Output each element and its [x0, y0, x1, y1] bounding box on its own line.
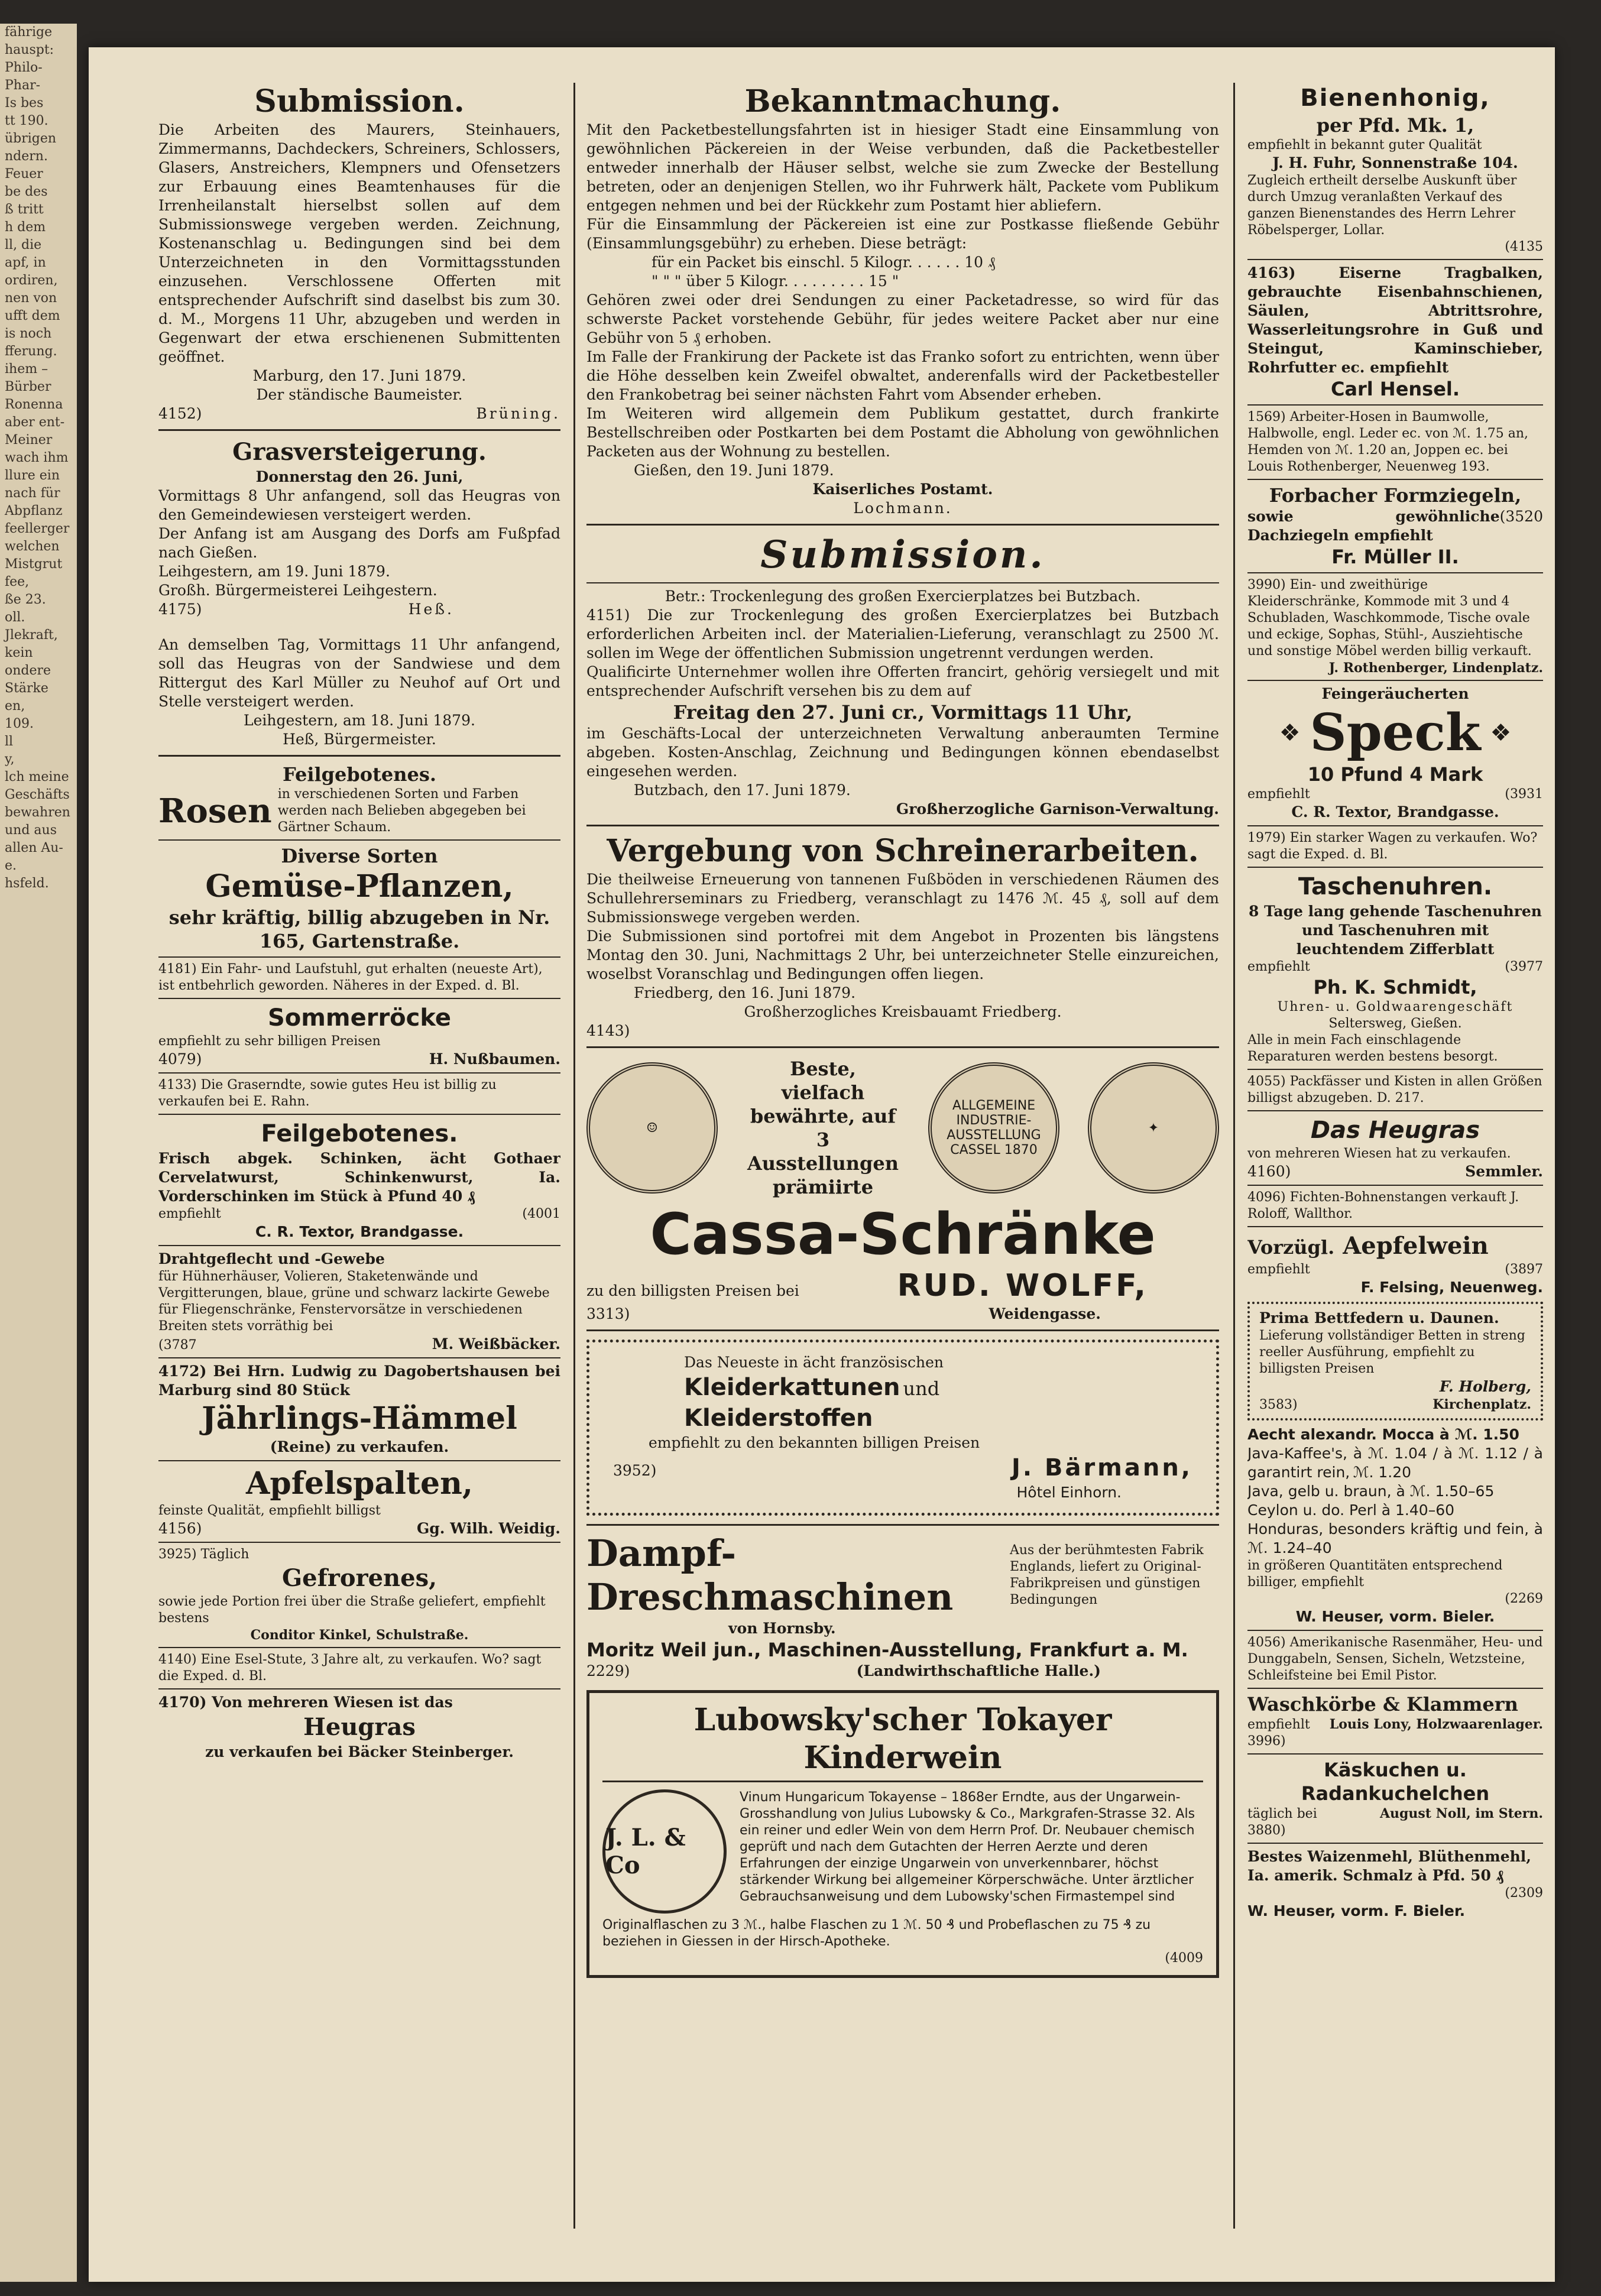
ad-name: Gg. Wilh. Weidig. — [416, 1520, 560, 1537]
ad-text: Im Weiteren wird allgemein dem Publikum gestattet, durch frankirte Bestellschreiben oder Postkarten bei dem Postamt die Abholung von gewöhnlichen Packeten aus der Wohnung zu bestellen. — [586, 405, 1219, 460]
ad-text: Java-Kaffee's, garantirt rein, — [1247, 1445, 1350, 1481]
ad-date: Donnerstag den 26. Juni, — [255, 468, 464, 485]
ad-price: à ℳ. 1.04 / à ℳ. 1.12 / à ℳ. 1.20 — [1353, 1445, 1543, 1481]
ad-name: J. Rothenberger, Lindenplatz. — [1328, 660, 1543, 676]
ad-text: Für die Einsammlung der Päckereien ist eine zur Postkasse fließende Gebühr (Einsammlungsgebühr) zu erheben. Diese beträgt: — [586, 216, 1219, 252]
ad-title: Drahtgeflecht und -Gewebe — [158, 1250, 385, 1267]
ad-text: Die theilweise Erneuerung von tannenen Fußböden in verschiedenen Räumen des Schullehrerseminars zu Friedberg, veranschlagt zu 1476 ℳ. 45 ₰, soll auf dem Submissionswege vergeben werden. — [586, 871, 1219, 926]
left-strip-line: feellerger — [5, 521, 70, 536]
ad-name: Semmler. — [1465, 1163, 1543, 1180]
ad-title: Dampf-Dreschmaschinen — [586, 1532, 954, 1619]
ad-name: Lochmann. — [853, 500, 952, 517]
ad-text: für Hühnerhäuser, Volieren, Staketenwände und Vergitterungen, blaue, grüne und schwarz lackirte Gewebe für Fliegenschränke, Fenstervorsätze in verschiedenen Breiten stets vorräthig bei — [158, 1269, 550, 1334]
ad-number: 4175) — [158, 601, 202, 618]
section-title: Feilgebotenes. — [261, 1120, 458, 1147]
ad-text: " " " über 5 Kilogr. . . . . . . . . 15 " — [652, 273, 899, 290]
ad-number: (3897 — [1505, 1262, 1543, 1277]
column-left — [158, 83, 560, 2235]
ad-title: Jährlings-Hämmel — [202, 1400, 517, 1436]
ad-text: 4170) Von mehreren Wiesen ist das — [158, 1694, 453, 1711]
ad-number: 3925) Täglich — [158, 1547, 249, 1562]
ad-text: 4133) Die Graserndte, sowie gutes Heu ist billig zu verkaufen bei E. Rahn. — [158, 1078, 497, 1109]
ad-text: Mit den Packetbestellungsfahrten ist in hiesiger Stadt eine Einsammlung von gewöhnlichen Päckereien in der Weise verbunden, daß die Packetbesteller entweder innerhalb der Häuser selbst, welche sie zum Zwecke der Bestellung betreten, oder an denjenigen Stellen, wo ihr Fuhrwerk hält, Packete vom Publikum entgegen nehmen und bei der Rückkehr zum Postamt hier abliefern. — [586, 121, 1219, 214]
ad-text: in verschiedenen Sorten und Farben werden nach Belieben abgegeben bei Gärtner Schaum. — [277, 787, 526, 835]
ad-name: Heß. — [408, 601, 454, 618]
left-strip-line: Philo- — [5, 60, 43, 75]
ad-text: Vormittags 8 Uhr anfangend, soll das Heugras von den Gemeindewiesen versteigert werden. — [158, 487, 560, 523]
ad-place: Leihgestern, am 19. Juni 1879. — [158, 563, 390, 580]
left-strip-line: Is bes — [5, 96, 44, 111]
ad-text: 4181) Ein Fahr- und Laufstuhl, gut erhalten (neueste Art), ist entbehrlich geworden. Näheres in der Exped. d. Bl. — [158, 962, 543, 993]
left-strip-line: fährige — [5, 25, 53, 40]
wine-seal-icon: J. L. & Co — [602, 1789, 727, 1914]
ad-text: von mehreren Wiesen hat zu verkaufen. — [1247, 1146, 1511, 1161]
ad-number: (4001 — [522, 1207, 560, 1221]
left-strip-line: Jlekraft, — [5, 628, 58, 643]
left-strip-line: Stärke — [5, 681, 48, 696]
ad-text: zu verkaufen bei Bäcker Steinberger. — [205, 1743, 514, 1760]
ad-signature: Großherzogliche Garnison-Verwaltung. — [896, 800, 1219, 818]
section-title: Feilgebotenes. — [282, 763, 436, 786]
ad-name: J. H. Fuhr, Sonnenstraße 104. — [1272, 154, 1518, 171]
left-strip-line: Phar- — [5, 78, 41, 93]
ad-name: M. Weißbäcker. — [432, 1335, 560, 1353]
ad-text: per Pfd. Mk. 1, — [1316, 114, 1474, 137]
ad-signature: Großherzogliches Kreisbauamt Friedberg. — [744, 1003, 1062, 1020]
ad-title: Apfelspalten, — [245, 1465, 473, 1502]
ad-text: Lieferung vollständiger Betten in streng reeller Ausführung, empfiehlt zu billigsten Preisen — [1259, 1328, 1525, 1376]
ad-date: Marburg, den 17. Juni 1879. — [252, 367, 466, 384]
left-strip-line: Ronenna — [5, 397, 63, 412]
ad-name: W. Heuser, vorm. F. Bieler. — [1247, 1902, 1466, 1919]
ad-text: empfiehlt — [1247, 959, 1310, 974]
left-strip-line: en, — [5, 699, 25, 714]
ad-number: 4156) — [158, 1520, 202, 1537]
ad-number: 4160) — [1247, 1163, 1291, 1180]
ad-box-tokayer — [586, 1690, 1219, 1978]
ad-title: Rosen — [158, 792, 272, 831]
ad-title: Speck — [1310, 703, 1481, 763]
ad-text: feinste Qualität, empfiehlt billigst — [158, 1503, 381, 1518]
medal-allegory-icon: ✦ — [1088, 1062, 1219, 1194]
ad-number: 3996) — [1247, 1734, 1286, 1749]
left-strip-line: nen von — [5, 291, 57, 306]
left-strip-line: Bürber — [5, 380, 51, 394]
ad-number: (2309 — [1505, 1886, 1543, 1901]
ad-number: 4079) — [158, 1050, 202, 1068]
ad-place: Butzbach, den 17. Juni 1879. — [634, 781, 851, 799]
ad-title: Bekanntmachung. — [744, 83, 1061, 119]
ad-text: 4151) Die zur Trockenlegung des großen Exercierplatzes bei Butzbach erforderlichen Arbeiten incl. der Materialien-Lieferung, veranschlagt zu 2500 ℳ. sollen im Wege der öffentlichen Submission ungetrennt verdungen werden. — [586, 607, 1219, 661]
ad-title: Käskuchen u. Radankuchelchen — [1301, 1759, 1490, 1805]
ad-title: Das Heugras — [1310, 1117, 1480, 1144]
ad-title: Aepfelwein — [1343, 1232, 1489, 1260]
ad-text: (Reine) zu verkaufen. — [270, 1438, 449, 1455]
left-strip-line: lch meine — [5, 770, 69, 784]
ad-box-kleider — [586, 1340, 1219, 1516]
ad-title: Kleiderstoffen — [684, 1405, 873, 1432]
left-strip-line: y, — [5, 752, 15, 767]
ad-number: 3583) — [1259, 1397, 1298, 1412]
ad-text: im Geschäfts-Local der unterzeichneten Verwaltung anberaumten Termine abgeben. Kosten-Anschlag, Zeichnung und Bedingungen können ebendaselbst eingesehen werden. — [586, 725, 1219, 780]
ad-text: Die Arbeiten des Maurers, Steinhauers, Zimmermanns, Dachdeckers, Schreiners, Schlossers, Glasers, Anstreichers, Klempners und Ofensetzers zur Erbauung eines Beamtenhauses für die Irrenheilanstalt hierselbst sollen auf dem Submissionswege vergeben werden. Zeichnung, Kostenanschlag u. Bedingungen sind bei dem Unterzeichneten in den Vormittagsstunden einzusehen. Verschlossene Offerten mit entsprechender Aufschrift sind daselbst bis zum 30. d. M., Morgens 11 Uhr, abzugeben und werden in Gegenwart der etwa erschienenen Submittenten geöffnet. — [158, 121, 560, 365]
ad-number: (3520 — [1499, 508, 1543, 525]
ad-text: Ia. amerik. Schmalz à Pfd. 50 ₰ — [1247, 1867, 1504, 1884]
left-strip-line: Abpflanz — [5, 504, 63, 518]
column-rule — [573, 83, 575, 2229]
ad-signature: Heß, Bürgermeister. — [283, 731, 436, 748]
ad-name: August Noll, im Stern. — [1379, 1806, 1543, 1821]
ad-text: Betr.: Trockenlegung des großen Exercierplatzes bei Butzbach. — [665, 588, 1141, 605]
left-strip-line: apf, in — [5, 255, 46, 270]
ornament-icon: ❖ — [1490, 719, 1512, 747]
ad-text: empfiehlt zu den bekannten billigen Preisen — [649, 1434, 980, 1451]
ad-number: (3931 — [1505, 787, 1543, 802]
ad-number: (3787 — [158, 1338, 197, 1353]
left-strip-line: bewahren — [5, 805, 70, 820]
ad-title: Gemüse-Pflanzen, — [205, 868, 514, 904]
left-strip-line: e. — [5, 858, 17, 873]
left-strip-line: Feuer — [5, 167, 43, 181]
ad-text: sehr kräftig, billig abzugeben in Nr. 165, Gartenstraße. — [168, 906, 550, 952]
left-strip-line: 109. — [5, 716, 34, 731]
ad-name: Moritz Weil jun., Maschinen-Ausstellung, Frankfurt a. M. — [586, 1639, 1188, 1661]
ad-signature: Kaiserliches Postamt. — [812, 481, 993, 498]
left-strip-line: ndern. — [5, 149, 48, 164]
ad-text: Beste, vielfach bewährte, auf 3 Ausstellungen prämiirte — [747, 1058, 899, 1198]
ad-text: Feingeräucherten — [1321, 685, 1469, 702]
ad-number: 2229) — [586, 1662, 630, 1679]
ad-title: Lubowsky'scher Tokayer Kinderwein — [602, 1701, 1203, 1782]
ad-number: 3952) — [613, 1462, 657, 1479]
ad-date: Freitag den 27. Juni cr., Vormittags 11 Uhr, — [673, 701, 1133, 724]
left-strip-line: aber ent- — [5, 415, 65, 430]
ad-text: Aus der berühmtesten Fabrik Englands, liefert zu Original-Fabrikpreisen und günstigen Bedingungen — [1010, 1543, 1204, 1607]
left-strip-line: nach für — [5, 486, 60, 501]
ad-text: Honduras, besonders kräftig und fein, à ℳ. 1.24–40 — [1247, 1520, 1543, 1556]
ad-text: Qualificirte Unternehmer wollen ihre Offerten francirt, gehörig versiegelt und mit entsprechender Aufschrift versehen bis zu dem auf — [586, 663, 1219, 699]
ad-name: Carl Hensel. — [1330, 378, 1460, 400]
ad-text: Die Submissionen sind portofrei mit dem Angebot in Prozenten bis längstens Montag den 30. Juni, Nachmittags 2 Uhr, bei unterzeichneter Stelle einzureichen, woselbst Voranschlag und Bedingungen offen liegen. — [586, 928, 1219, 982]
left-strip-line: ß tritt — [5, 202, 44, 217]
left-strip-line: Geschäfts — [5, 787, 70, 802]
ad-text: 3990) Ein- und zweithürige Kleiderschränke, Kommode mit 3 und 4 Schubladen, Waschkommode, Tische ovale und eckige, Sophas, Stühl-, Ausziehtische und sonstige Möbel werden billig verkauft. — [1247, 578, 1532, 659]
ad-title: Forbacher Formziegeln, — [1269, 484, 1522, 507]
ad-title: Heugras — [303, 1713, 416, 1741]
ad-text: empfiehlt — [158, 1207, 221, 1221]
ad-name: Ph. K. Schmidt, — [1313, 976, 1477, 998]
ad-text: Frisch abgek. Schinken, ächt Gothaer Cervelatwurst, Schinkenwurst, Ia. Vorderschinken im Stück à Pfund 40 ₰ — [158, 1150, 560, 1205]
left-strip-line: ordiren, — [5, 273, 58, 288]
ad-text: Gehören zwei oder drei Sendungen zu einer Packetadresse, so wird für das schwerste Packet vorstehende Gebühr, für jedes weitere Packet aber nur eine Gebühr von 5 ₰ erhoben. — [586, 291, 1219, 346]
ad-title: Submission. — [254, 83, 465, 119]
ad-text: 8 Tage lang gehende Taschenuhren und Taschenuhren mit leuchtendem Zifferblatt — [1249, 903, 1542, 958]
left-strip-line: Meiner — [5, 433, 53, 447]
ad-text: sowie gewöhnliche Dachziegeln empfiehlt — [1247, 508, 1500, 544]
left-strip-line: welchen — [5, 539, 60, 554]
ad-text: empfiehlt — [1247, 1717, 1310, 1732]
ad-text: Der Anfang ist am Ausgang des Dorfs am Fußpfad nach Gießen. — [158, 525, 560, 561]
ad-text: Im Falle der Frankirung der Packete ist das Franko sofort zu entrichten, wenn über die Höhe desselben kein Zweifel obwaltet, anderenfalls wird der Packetbesteller den Frankobetrag bei seiner nächsten Fahrt vom Absender erheben. — [586, 348, 1219, 403]
ad-text: 4140) Eine Esel-Stute, 3 Jahre alt, zu verkaufen. Wo? sagt die Exped. d. Bl. — [158, 1652, 542, 1684]
ad-name: C. R. Textor, Brandgasse. — [1291, 803, 1499, 821]
ad-number: 4152) — [158, 405, 202, 422]
ad-text: 10 Pfund 4 Mark — [1307, 763, 1483, 786]
left-strip-line: übrigen — [5, 131, 57, 146]
ad-text: Alle in mein Fach einschlagende Reparaturen werden bestens besorgt. — [1247, 1033, 1498, 1064]
ad-number: 4143) — [586, 1022, 630, 1039]
medal-portrait-icon: ☺ — [586, 1062, 718, 1194]
ad-number: 3313) — [586, 1305, 630, 1322]
ad-text: Originalflaschen zu 3 ℳ., halbe Flaschen zu 1 ℳ. 50 ₰ und Probeflaschen zu 75 ₰ zu beziehen in Giessen in der Hirsch-Apotheke. — [602, 1918, 1151, 1949]
ad-number: (2269 — [1505, 1591, 1543, 1606]
ad-box-bett — [1247, 1302, 1543, 1421]
ad-text: Ceylon u. do. Perl à 1.40–60 — [1247, 1502, 1454, 1519]
newspaper-page — [89, 47, 1555, 2282]
ad-name: J. Bärmann, — [1011, 1454, 1192, 1481]
ad-name: Fr. Müller II. — [1331, 546, 1459, 568]
left-strip-line: tt 190. — [5, 113, 48, 128]
ad-name: Louis Lony, Holzwaarenlager. — [1329, 1717, 1543, 1732]
ad-name: C. R. Textor, Brandgasse. — [255, 1223, 464, 1240]
ad-text: von Hornsby. — [728, 1620, 836, 1637]
left-strip-line: ll — [5, 734, 14, 749]
ad-title: Waschkörbe & Klammern — [1247, 1693, 1518, 1715]
ad-number: (4009 — [1165, 1951, 1203, 1966]
ad-text: in größeren Quantitäten entsprechend billiger, empfiehlt — [1247, 1558, 1503, 1590]
ad-title: Vergebung von Schreinerarbeiten. — [607, 833, 1199, 869]
left-strip-line: ll, die — [5, 238, 42, 252]
ad-text: zu den billigsten Preisen bei — [586, 1282, 799, 1299]
left-strip-line: wach ihm — [5, 450, 69, 465]
ad-text: 1979) Ein starker Wagen zu verkaufen. Wo? sagt die Exped. d. Bl. — [1247, 831, 1538, 862]
ad-place: Friedberg, den 16. Juni 1879. — [634, 984, 856, 1001]
ad-address: Seltersweg, Gießen. — [1328, 1016, 1462, 1031]
left-strip-line: fferung. — [5, 344, 57, 359]
left-strip-line: hsfeld. — [5, 876, 49, 891]
ad-number: 3880) — [1247, 1823, 1286, 1838]
left-strip-line: fee, — [5, 575, 30, 589]
ad-title: Kleiderkattunen — [684, 1374, 900, 1401]
left-strip-line: ihem – — [5, 362, 48, 377]
ad-text: 4055) Packfässer und Kisten in allen Größen billigst abzugeben. D. 217. — [1247, 1074, 1542, 1105]
left-strip-line: und aus — [5, 823, 57, 838]
left-strip-line: hauspt: — [5, 43, 54, 57]
column-middle — [586, 83, 1219, 2235]
ad-title: Submission. — [760, 533, 1045, 577]
ad-text: 4172) Bei Hrn. Ludwig zu Dagobertshausen bei Marburg sind 80 Stück — [158, 1363, 560, 1399]
ad-name: F. Felsing, Neuenweg. — [1360, 1279, 1543, 1296]
ad-text: täglich bei — [1247, 1807, 1317, 1821]
ad-number: (3977 — [1505, 959, 1543, 974]
ad-address: Kirchenplatz. — [1433, 1397, 1531, 1412]
ornament-icon: ❖ — [1279, 719, 1301, 747]
ad-title: Diverse Sorten — [281, 845, 438, 867]
ad-name: F. Holberg, — [1439, 1378, 1531, 1395]
left-strip-line: Mistgrut — [5, 557, 63, 572]
ad-text: Java, gelb u. braun, à ℳ. 1.50–65 — [1247, 1483, 1495, 1500]
ad-place: Leihgestern, am 18. Juni 1879. — [244, 712, 475, 729]
ad-text: empfiehlt in bekannt guter Qualität — [1247, 138, 1482, 153]
ad-title: Cassa-Schränke — [650, 1201, 1156, 1267]
ad-text: Das Neueste in ächt französischen — [684, 1354, 944, 1371]
ad-text: Aecht alexandr. Mocca à ℳ. 1.50 — [1247, 1426, 1519, 1443]
ad-text: (Landwirthschaftliche Halle.) — [856, 1662, 1101, 1679]
ad-name: W. Heuser, vorm. Bieler. — [1295, 1608, 1495, 1625]
ad-text: empfiehlt — [1247, 1262, 1310, 1277]
ad-text: sowie jede Portion frei über die Straße geliefert, empfiehlt bestens — [158, 1594, 546, 1626]
ad-title: Sommerröcke — [267, 1004, 452, 1032]
ad-text: Bestes Waizenmehl, Blüthenmehl, — [1247, 1848, 1532, 1865]
ad-text: An demselben Tag, Vormittags 11 Uhr anfangend, soll das Heugras von der Sandwiese und dem Rittergut des Karl Müller zu Neuhof auf Ort und Stelle versteigert werden. — [158, 636, 560, 710]
left-strip-line: be des — [5, 184, 48, 199]
left-strip-line: llure ein — [5, 468, 60, 483]
ad-title: Taschenuhren. — [1298, 873, 1493, 900]
left-strip-line: kein — [5, 646, 33, 660]
column-right — [1247, 83, 1543, 2235]
column-rule — [1233, 83, 1235, 2229]
left-strip-line: ße 23. — [5, 592, 46, 607]
left-strip-line: ondere — [5, 663, 51, 678]
ad-text: 1569) Arbeiter-Hosen in Baumwolle, Halbwolle, engl. Leder ec. von ℳ. 1.75 an, Hemden von ℳ. 1.20 an, Joppen ec. bei Louis Rothenberger, Neuenweg 193. — [1247, 410, 1529, 474]
ad-signature: Der ständische Baumeister. — [256, 386, 463, 403]
ad-text: für ein Packet bis einschl. 5 Kilogr. . . . . . 10 ₰ — [652, 254, 996, 271]
ad-title: Grasversteigerung. — [232, 438, 487, 466]
ad-text: 4096) Fichten-Bohnenstangen verkauft J. Roloff, Wallthor. — [1247, 1190, 1519, 1221]
ad-number: (4135 — [1505, 239, 1543, 254]
medal-row — [586, 1054, 1219, 1202]
ad-name: Brüning. — [476, 405, 560, 422]
ad-address: Hôtel Einhorn. — [1016, 1484, 1122, 1501]
left-strip-line: ufft dem — [5, 309, 60, 323]
ad-text: Zugleich ertheilt derselbe Auskunft über durch Umzug veranlaßten Verkauf des ganzen Bienenstandes des Herrn Lehrer Röbelsperger, Lollar. — [1247, 173, 1517, 238]
ad-name: Conditor Kinkel, Schulstraße. — [250, 1627, 469, 1643]
left-page-strip — [0, 24, 77, 2282]
ad-date: Gießen, den 19. Juni 1879. — [634, 462, 834, 479]
ad-text: 4163) Eiserne Tragbalken, gebrauchte Eisenbahnschienen, Säulen, Abtrittsrohre, Wasserleitungsrohre in Guß und Steingut, Kaminschieber, Rohrfutter ec. empfiehlt — [1247, 264, 1543, 376]
ad-text: Vorzügl. — [1247, 1236, 1335, 1259]
left-strip-line: oll. — [5, 610, 25, 625]
left-strip-line: is noch — [5, 326, 52, 341]
ad-title: Bienenhonig, — [1300, 85, 1490, 112]
ad-text: empfiehlt — [1247, 787, 1310, 802]
ad-text: Uhren- u. Goldwaarengeschäft — [1277, 1000, 1514, 1014]
left-strip-line: h dem — [5, 220, 46, 235]
ad-name: RUD. WOLFF, — [897, 1268, 1148, 1303]
ad-text: empfiehlt zu sehr billigen Preisen — [158, 1034, 381, 1049]
ad-text: und — [903, 1377, 940, 1400]
ad-address: Weidengasse. — [989, 1305, 1101, 1322]
ad-name: H. Nußbaumen. — [429, 1050, 560, 1068]
ad-title: Prima Bettfedern u. Daunen. — [1259, 1309, 1499, 1327]
ad-text: Vinum Hungaricum Tokayense – 1868er Erndte, aus der Ungarwein-Grosshandlung von Julius Lubowsky & Co., Markgrafen-Strasse 32. Als ein reiner und edler Wein von dem Herrn Prof. Dr. Neubauer chemisch geprüft und nach dem Gutachten der Herren Aerzte und deren Erfahrungen der einzige Ungarwein von unverkennbarer, höchst stärkender Wirkung bei allgemeiner Körperschwäche. Unter ärztlicher Gebrauchsanweisung und dem Lubowsky'schen Firmastempel sind — [740, 1790, 1195, 1904]
ad-title: Gefrorenes, — [281, 1564, 437, 1592]
left-strip-line: allen Au- — [5, 841, 63, 855]
ad-text: 4056) Amerikanische Rasenmäher, Heu- und Dunggabeln, Sensen, Sicheln, Wetzsteine, Schleifsteine bei Emil Pistor. — [1247, 1635, 1543, 1683]
medal-exhibition-icon: ALLGEMEINE INDUSTRIE-AUSSTELLUNG CASSEL 1870 — [928, 1062, 1059, 1194]
ad-signature: Großh. Bürgermeisterei Leihgestern. — [158, 582, 437, 599]
